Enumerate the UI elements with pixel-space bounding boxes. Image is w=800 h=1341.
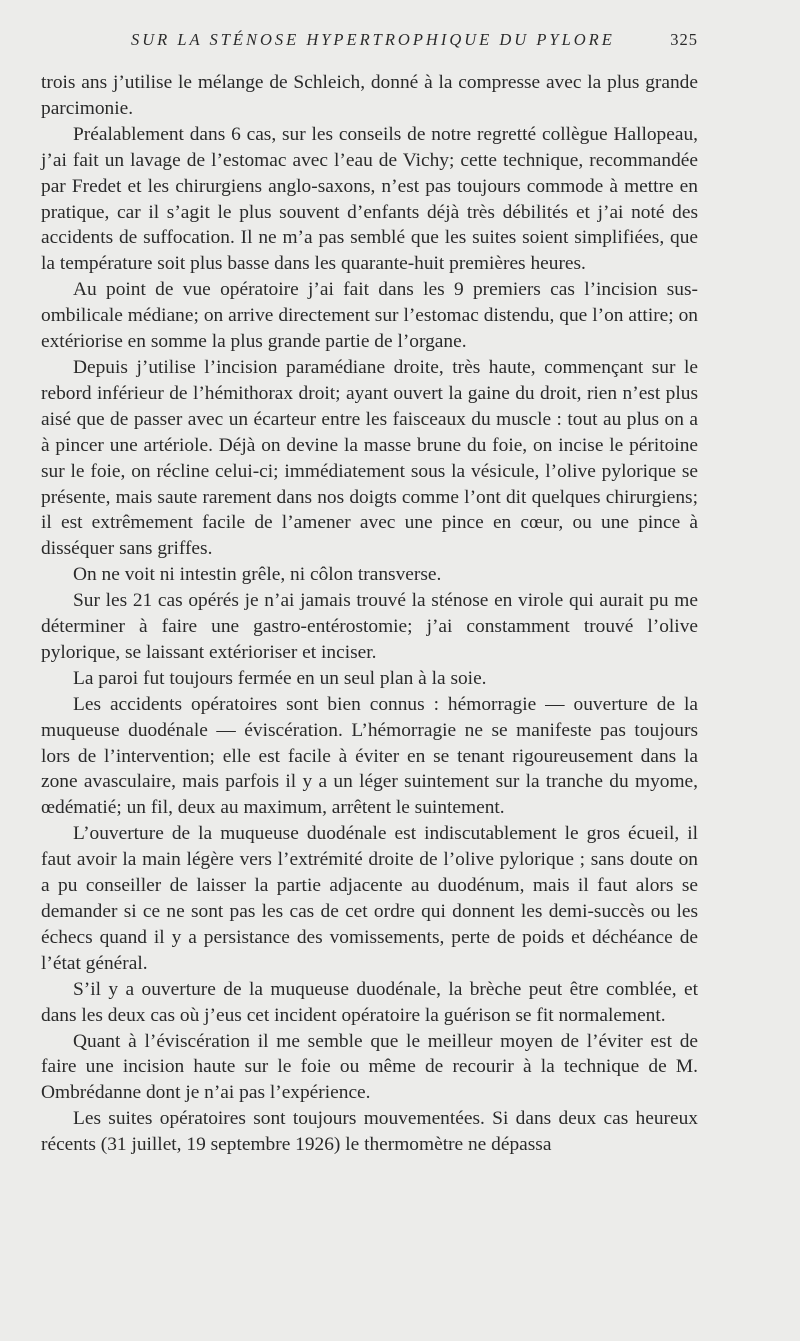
paragraph: Sur les 21 cas opérés je n’ai jamais trouvé la sténose en virole qui aurait pu me déterminer à faire une gastro-entérostomie; j’ai constamment trouvé l’olive pylorique, se laissant extérioriser et inciser. <box>41 590 698 663</box>
paragraph: Préalablement dans 6 cas, sur les conseils de notre regretté collègue Hallopeau, j’ai fait un lavage de l’estomac avec l’eau de Vichy; cette technique, recommandée par Fredet et les chirurgiens anglo-saxons, n’est pas toujours commode à mettre en pratique, car il s’agit le plus souvent d’enfants déjà très débilités et j’ai noté des accidents de suffocation. Il ne m’a pas semblé que les suites soient simplifiées, que la température soit plus basse dans les quarante-huit premières heures. <box>41 123 698 275</box>
paragraph: L’ouverture de la muqueuse duodénale est indiscutablement le gros écueil, il faut avoir la main légère vers l’extrémité droite de l’olive pylorique ; sans doute on a pu conseiller de laisser la partie adjacente au duodénum, mais il faut alors se demander si ce ne sont pas les cas de cet ordre qui donnent les demi-succès ou les échecs quand il y a persistance des vomissements, perte de poids et déchéance de l’état général. <box>41 823 698 974</box>
body-text <box>41 70 698 1158</box>
running-title: SUR LA STÉNOSE HYPERTROPHIQUE DU PYLORE <box>131 30 615 49</box>
paragraph: Quant à l’éviscération il me semble que le meilleur moyen de l’éviter est de faire une incision haute sur le foie ou même de recourir à la technique de M. Ombrédanne dont je n’ai pas l’expérience. <box>41 1030 698 1104</box>
paragraph: Les suites opératoires sont toujours mouvementées. Si dans deux cas heureux récents (31 juillet, 19 septembre 1926) le thermomètre ne dépassa <box>41 1108 698 1156</box>
page-number: 325 <box>670 30 698 49</box>
paragraph: trois ans j’utilise le mélange de Schleich, donné à la compresse avec la plus grande parcimonie. <box>41 72 698 119</box>
running-head <box>41 30 698 54</box>
paragraph: Au point de vue opératoire j’ai fait dans les 9 premiers cas l’incision sus-ombilicale médiane; on arrive directement sur l’estomac distendu, que l’on attire; on extériorise en somme la plus grande partie de l’organe. <box>41 279 698 353</box>
paragraph: Depuis j’utilise l’incision paramédiane droite, très haute, commençant sur le rebord inférieur de l’hémithorax droit; ayant ouvert la gaine du droit, rien n’est plus aisé que de passer avec un écarteur entre les faisceaux du muscle : tout au plus on a à pincer une artériole. Déjà on devine la masse brune du foie, on incise le péritoine sur le foie, on récline celui-ci; immédiatement sous la vésicule, l’olive pylorique se présente, mais saute rarement dans nos doigts comme l’ont dit quelques chirurgiens; il est extrêmement facile de l’amener avec une pince en cœur, ou une pince à disséquer sans griffes. <box>41 356 698 560</box>
paragraph: On ne voit ni intestin grêle, ni côlon transverse. <box>73 564 442 586</box>
paragraph: Les accidents opératoires sont bien connus : hémorragie — ouverture de la muqueuse duodénale — éviscération. L’hémorragie ne se manifeste pas toujours lors de l’intervention; elle est facile à éviter en se tenant rigoureusement dans la zone avasculaire, mais parfois il y a un léger suintement sur la tranche du myome, œdématié; un fil, deux au maximum, arrêtent le suintement. <box>41 693 698 819</box>
paragraph: S’il y a ouverture de la muqueuse duodénale, la brèche peut être comblée, et dans les deux cas où j’eus cet incident opératoire la guérison se fit normalement. <box>41 978 698 1026</box>
paragraph: La paroi fut toujours fermée en un seul plan à la soie. <box>73 667 487 689</box>
